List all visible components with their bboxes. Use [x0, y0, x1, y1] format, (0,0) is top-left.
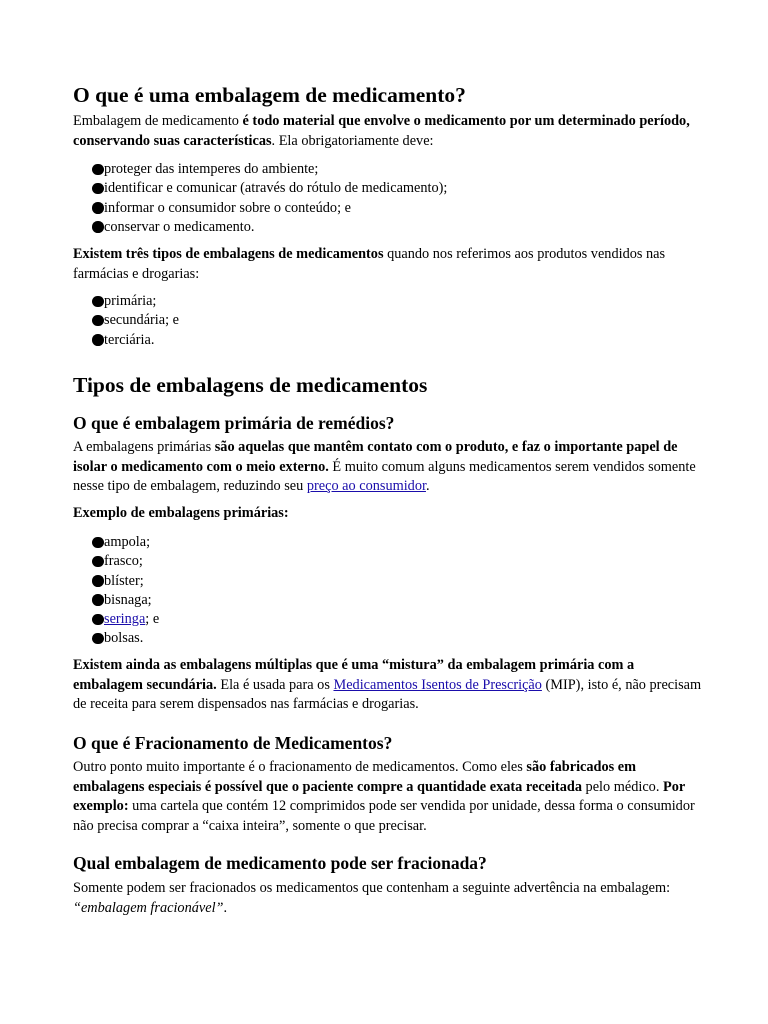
- list-item: identificar e comunicar (através do rótulo de medicamento);: [73, 179, 703, 198]
- link-mip[interactable]: Medicamentos Isentos de Prescrição: [333, 676, 542, 693]
- bold-text: é todo material que envolve o medicamento por um determinado período, conservando suas características: [73, 113, 690, 149]
- subsection-title-fractionable: Qual embalagem de medicamento pode ser fracionada?: [73, 853, 487, 873]
- text-run: quando nos referimos aos produtos vendidos nas farmácias e drogarias:: [73, 246, 666, 282]
- text-run: Outro ponto muito importante é o fracionamento de medicamentos. Como eles: [73, 759, 527, 775]
- bold-text: são fabricados em embalagens especiais é possível que o paciente compre a quantidade exata receitada: [73, 759, 637, 795]
- text-run: É muito comum alguns medicamentos serem vendidos somente nesse tipo de embalagem, reduzindo seu: [73, 458, 696, 494]
- section-title-what-is-packaging: O que é uma embalagem de medicamento?: [73, 83, 466, 107]
- bold-text: Existem três tipos de embalagens de medicamentos: [73, 246, 384, 262]
- list-item: primária;: [73, 292, 703, 311]
- text-run: Ela é usada para os: [216, 676, 334, 693]
- link-consumer-price[interactable]: preço ao consumidor: [306, 478, 426, 494]
- list-item: secundária; e: [73, 311, 703, 330]
- text-run: A embalagens primárias: [73, 439, 215, 455]
- paragraph-fractionable: [73, 879, 703, 918]
- list-item: bisnaga;: [73, 591, 703, 610]
- subsection-title-fractioning: O que é Fracionamento de Medicamentos?: [73, 733, 393, 753]
- bold-text: Exemplo de embalagens primárias:: [73, 505, 289, 521]
- paragraph-packaging-definition: [73, 112, 703, 151]
- section-title-packaging-types: Tipos de embalagens de medicamentos: [73, 373, 428, 397]
- list-item: bolsas.: [73, 629, 703, 648]
- bullet-list-packaging-types: [73, 292, 703, 350]
- list-item: informar o consumidor sobre o conteúdo; e: [73, 199, 703, 218]
- text-run: .: [425, 478, 430, 494]
- link-seringa[interactable]: seringa: [104, 611, 146, 628]
- text-run: Somente podem ser fracionados os medicamentos que contenham a seguinte advertência na embalagem:: [73, 880, 671, 896]
- bold-text: são aquelas que mantêm contato com o produto, e faz o importante papel de isolar o medicamento com o meio externo.: [73, 439, 678, 475]
- subsection-title-primary-packaging: O que é embalagem primária de remédios?: [73, 413, 395, 433]
- paragraph-multiple-packaging: [73, 656, 703, 715]
- list-item: [73, 610, 703, 629]
- bullet-list-primary-examples: [73, 533, 703, 649]
- list-item: proteger das intemperes do ambiente;: [73, 160, 703, 179]
- text-run: Embalagem de medicamento: [73, 113, 243, 129]
- list-item: terciária.: [73, 331, 703, 350]
- paragraph-primary-examples-heading: [73, 504, 703, 524]
- paragraph-three-types: [73, 245, 703, 284]
- list-item: conservar o medicamento.: [73, 218, 703, 237]
- text-run: pelo médico.: [581, 778, 663, 795]
- list-item: blíster;: [73, 572, 703, 591]
- paragraph-fractioning: [73, 758, 703, 836]
- text-run: uma cartela que contém 12 comprimidos pode ser vendida por unidade, dessa forma o consumidor não precisa comprar a “caixa inteira”, somente o que precisar.: [73, 798, 695, 834]
- paragraph-primary-packaging: [73, 438, 703, 497]
- bold-text: Existem ainda as embalagens múltiplas que é uma “mistura” da embalagem primária com a embalagem secundária.: [73, 657, 635, 693]
- text-run: . Ela obrigatoriamente deve:: [271, 132, 434, 149]
- list-item: ampola;: [73, 533, 703, 552]
- italic-text: “embalagem fracionável”: [73, 899, 224, 916]
- bullet-list-packaging-duties: [73, 160, 703, 237]
- text-run: (MIP), isto é, não precisam de receita para serem dispensados nas farmácias e drogarias.: [73, 676, 702, 712]
- list-item: frasco;: [73, 552, 703, 571]
- bold-text: Por exemplo:: [73, 778, 685, 814]
- text-run: ; e: [145, 611, 160, 628]
- text-run: .: [223, 899, 228, 916]
